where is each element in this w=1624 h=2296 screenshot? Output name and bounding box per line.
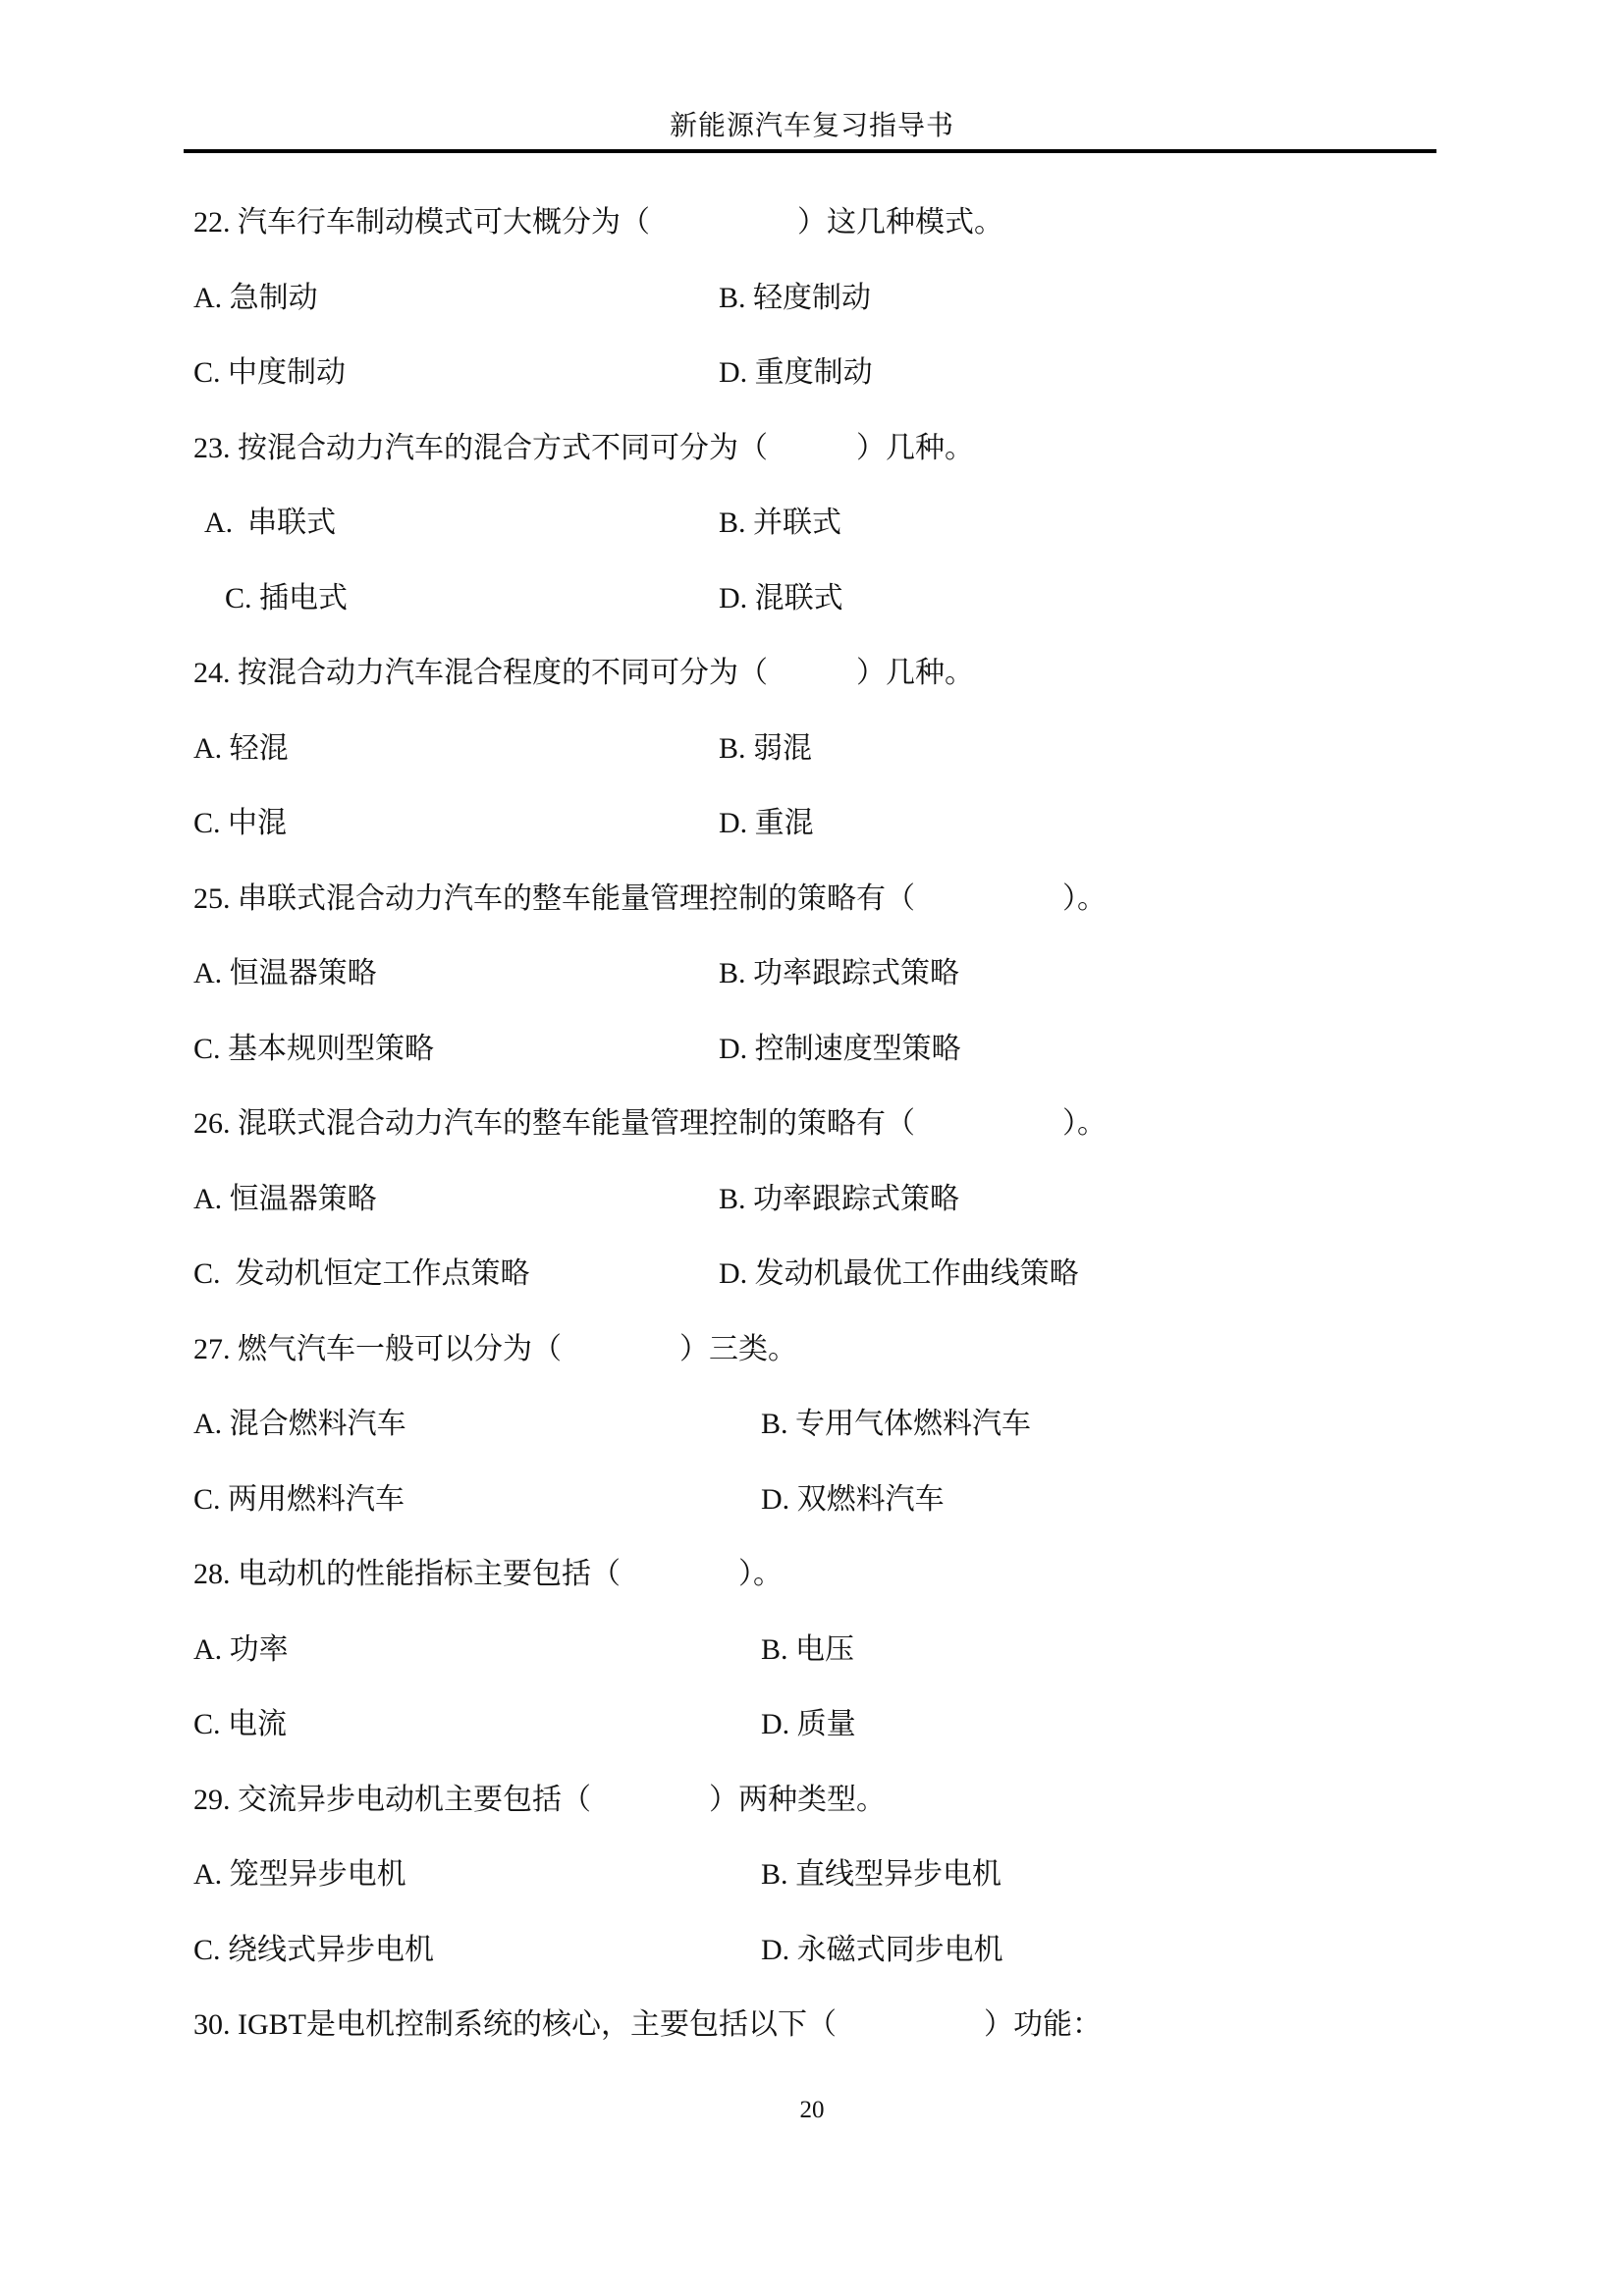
option-b: B. 专用气体燃料汽车 — [761, 1408, 1032, 1441]
option-c: C. 基本规则型策略 — [193, 1032, 435, 1065]
question-block-25 — [193, 858, 1440, 1084]
question-block-24 — [193, 632, 1440, 858]
question-text: 29. 交流异步电动机主要包括（ ）两种类型。 — [193, 1783, 886, 1816]
question-text: 24. 按混合动力汽车混合程度的不同可分为（ ）几种。 — [193, 657, 974, 690]
option-a: A. 恒温器策略 — [193, 957, 377, 990]
option-b: B. 弱混 — [719, 731, 813, 765]
question-text: 23. 按混合动力汽车的混合方式不同可分为（ ）几种。 — [193, 431, 974, 464]
option-c: C. 发动机恒定工作点策略 — [193, 1257, 530, 1291]
option-row — [193, 708, 1440, 783]
question-text: 30. IGBT是电机控制系统的核心，主要包括以下（ ）功能： — [193, 2008, 1102, 2042]
option-row — [193, 1008, 1440, 1084]
option-b: B. 并联式 — [719, 507, 842, 540]
option-b: B. 电压 — [761, 1632, 855, 1666]
option-row — [193, 1909, 1440, 1985]
question-text: 26. 混联式混合动力汽车的整车能量管理控制的策略有（ ）。 — [193, 1107, 1107, 1141]
question-block-30 — [193, 1984, 1440, 2059]
option-d: D. 发动机最优工作曲线策略 — [719, 1257, 1079, 1291]
option-row — [193, 1383, 1440, 1459]
header-title: 新能源汽车复习指导书 — [669, 111, 954, 141]
option-row — [193, 1233, 1440, 1308]
option-row — [193, 1459, 1440, 1534]
question-block-22 — [193, 182, 1440, 407]
question-list — [193, 182, 1440, 2059]
option-row — [193, 558, 1440, 633]
option-a: A. 串联式 — [204, 507, 337, 540]
option-row — [193, 332, 1440, 407]
option-d: D. 永磁式同步电机 — [761, 1933, 1003, 1966]
option-row — [193, 782, 1440, 858]
question-block-26 — [193, 1083, 1440, 1308]
option-b: B. 直线型异步电机 — [761, 1858, 1002, 1892]
option-b: B. 轻度制动 — [719, 281, 872, 314]
option-d: D. 混联式 — [719, 581, 843, 614]
option-a: A. 急制动 — [193, 281, 318, 314]
question-text: 25. 串联式混合动力汽车的整车能量管理控制的策略有（ ）。 — [193, 881, 1107, 915]
question-block-29 — [193, 1759, 1440, 1985]
option-row — [193, 1683, 1440, 1759]
question-text: 22. 汽车行车制动模式可大概分为（ ）这几种模式。 — [193, 206, 1003, 240]
option-row — [193, 1609, 1440, 1684]
option-c: C. 插电式 — [225, 581, 349, 614]
option-a: A. 恒温器策略 — [193, 1182, 377, 1215]
question-block-27 — [193, 1308, 1440, 1534]
option-row — [193, 1158, 1440, 1234]
page-number: 20 — [799, 2097, 825, 2123]
option-b: B. 功率跟踪式策略 — [719, 1182, 960, 1215]
option-b: B. 功率跟踪式策略 — [719, 957, 960, 990]
option-d: D. 控制速度型策略 — [719, 1032, 961, 1065]
question-text: 28. 电动机的性能指标主要包括（ ）。 — [193, 1558, 783, 1591]
option-c: C. 中度制动 — [193, 356, 347, 390]
option-c: C. 电流 — [193, 1708, 288, 1741]
question-block-23 — [193, 407, 1440, 633]
option-row — [193, 482, 1440, 558]
option-a: A. 轻混 — [193, 731, 289, 765]
option-a: A. 笼型异步电机 — [193, 1858, 406, 1892]
option-c: C. 绕线式异步电机 — [193, 1933, 435, 1966]
option-row — [193, 257, 1440, 333]
option-d: D. 质量 — [761, 1708, 856, 1741]
option-c: C. 两用燃料汽车 — [193, 1482, 406, 1516]
header-divider — [184, 149, 1436, 153]
option-row — [193, 933, 1440, 1008]
option-d: D. 重混 — [719, 807, 814, 840]
question-text: 27. 燃气汽车一般可以分为（ ）三类。 — [193, 1332, 797, 1365]
option-d: D. 双燃料汽车 — [761, 1482, 945, 1516]
question-block-28 — [193, 1533, 1440, 1759]
option-d: D. 重度制动 — [719, 356, 873, 390]
option-row — [193, 1834, 1440, 1909]
option-a: A. 功率 — [193, 1632, 289, 1666]
option-c: C. 中混 — [193, 807, 288, 840]
option-a: A. 混合燃料汽车 — [193, 1408, 406, 1441]
